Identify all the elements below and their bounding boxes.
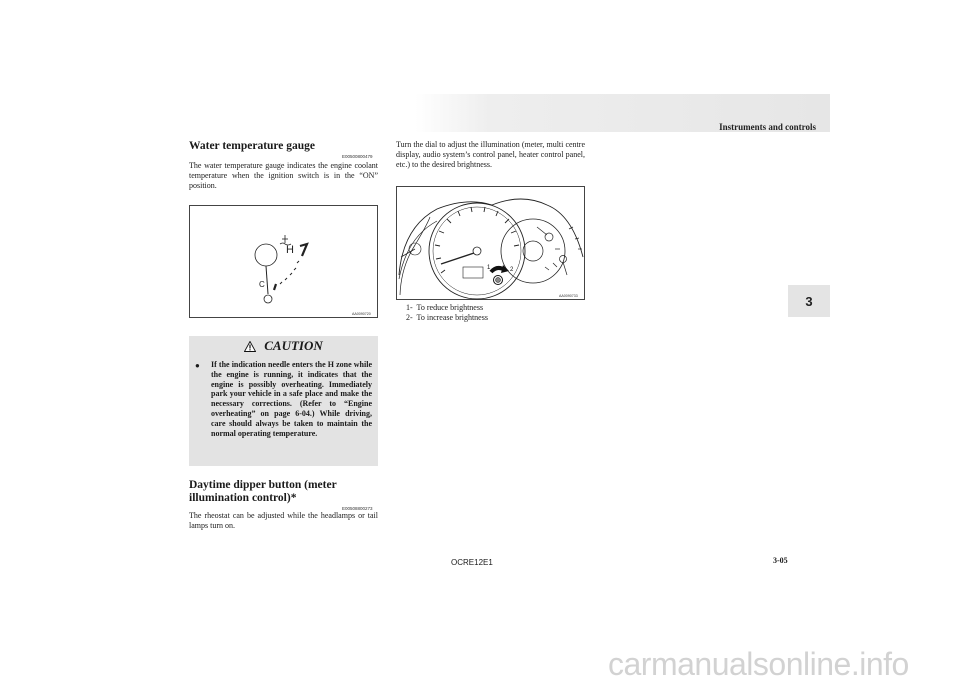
caution-text: If the indication needle enters the H zone while the engine is running, it indicates that the engine is possibly overheating. Immediately park your vehicle in a safe place and make the necessary corrections. (Refer to “Engine overheating” on page 6-04.) While driving, care should always be taken to maintain the normal operating temperature. <box>211 360 372 438</box>
brightness-figure <box>396 186 585 300</box>
cold-label: C <box>259 280 265 289</box>
dipper-heading: Daytime dipper button (meter illumination control)* <box>189 479 337 504</box>
chapter-tab[interactable]: 3 <box>788 285 830 317</box>
caution-title: CAUTION <box>264 338 323 353</box>
water-temp-heading: Water temperature gauge <box>189 140 316 152</box>
section-title: Instruments and controls <box>719 122 816 132</box>
page-number: 3-05 <box>773 556 788 565</box>
callout-1: 1 <box>487 265 491 271</box>
water-temp-code: E00500800479 <box>342 154 373 159</box>
temperature-gauge-illustration <box>190 206 379 319</box>
caution-box <box>189 336 378 466</box>
water-temp-body: The water temperature gauge indicates the engine coolant temperature when the ignition switch is in the “ON” position. <box>189 161 378 190</box>
caution-header <box>189 336 378 356</box>
warning-triangle-icon <box>244 341 256 352</box>
callout-2: 2 <box>510 267 514 273</box>
figure-code: AA0090733 <box>559 294 578 298</box>
brightness-body: Turn the dial to adjust the illumination (meter, multi centre display, audio system’s control panel, heater control panel, etc.) to the desired brightness. <box>396 140 585 169</box>
list-item: 2- To increase brightness <box>406 312 488 322</box>
document-code: OCRE12E1 <box>451 558 493 567</box>
bullet-icon: ● <box>195 361 200 370</box>
brightness-list <box>406 303 488 322</box>
hot-label: H <box>286 244 294 256</box>
figure-code: AA0090720 <box>352 312 371 316</box>
instrument-cluster-illustration <box>397 187 586 301</box>
water-temp-figure <box>189 205 378 318</box>
dipper-code: E00508800273 <box>342 506 373 511</box>
watermark-link[interactable]: carmanualsonline.info <box>608 646 909 682</box>
dipper-body: The rheostat can be adjusted while the headlamps or tail lamps turn on. <box>189 511 378 530</box>
list-item: 1- To reduce brightness <box>406 303 484 312</box>
